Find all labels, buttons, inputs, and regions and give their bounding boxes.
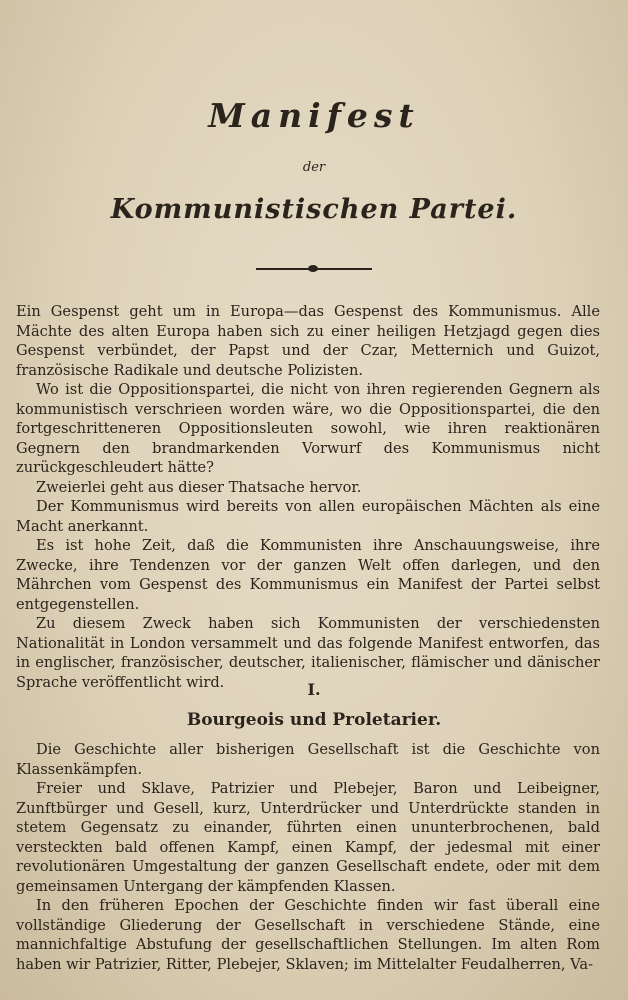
paragraph: In den früheren Epochen der Geschichte finden wir fast überall eine vollständige Gliederung der Gesellschaft in verschiedene Stände, eine mannichfaltige Abstufung der gesellschaftlichen Stellungen. Im alten Rom haben wir Patrizier, Ritter, Plebejer, Sklaven; im Mittelalter Feudalherren, Va-: [16, 897, 600, 973]
page-subtitle: Kommunistischen Partei.: [110, 194, 518, 225]
ornamental-rule-dot: [308, 265, 318, 272]
paragraph: Wo ist die Oppositionspartei, die nicht von ihren regierenden Gegnern als kommunistisch verschrieen worden wäre, wo die Oppositionspartei, die den fortgeschritteneren Oppositionsleuten sowohl, wie ihren reaktionären Gegnern den brandmarkenden Vorwurf des Kommunismus nicht zurückgeschleudert hätte?: [16, 381, 600, 476]
paragraph: Ein Gespenst geht um in Europa—das Gespenst des Kommunismus. Alle Mächte des alten Europa haben sich zu einer heiligen Hetzjagd gegen dies Gespenst verbündet, der Papst und der Czar, Metternich und Guizot, französische Radikale und deutsche Polizisten.: [16, 303, 600, 379]
paragraph: Es ist hohe Zeit, daß die Kommunisten ihre Anschauungsweise, ihre Zwecke, ihre Tendenzen vor der ganzen Welt offen darlegen, und den Mährchen vom Gespenst des Kommunismus ein Manifest der Partei selbst entgegenstellen.: [16, 537, 600, 613]
paragraph: Zweierlei geht aus dieser Thatsache hervor.: [36, 478, 362, 496]
section-text: [16, 740, 600, 974]
paragraph: Die Geschichte aller bisherigen Gesellschaft ist die Geschichte von Klassenkämpfen.: [16, 741, 600, 778]
paragraph: Zu diesem Zweck haben sich Kommunisten der verschiedensten Nationalität in London versammelt und das folgende Manifest entworfen, das in englischer, französischer, deutscher, italienischer, flämischer und dänischer Sprache veröffentlicht wird.: [16, 615, 600, 691]
paragraph: Freier und Sklave, Patrizier und Plebejer, Baron und Leibeigner, Zunftbürger und Gesell, kurz, Unterdrücker und Unterdrückte standen in stetem Gegensatz zu einander, führten einen ununterbrochenen, bald versteckten bald offenen Kampf, einen Kampf, der jedesmal mit einer revolutionären Umgestaltung der ganzen Gesellschaft endete, oder mit dem gemeinsamen Untergang der kämpfenden Klassen.: [16, 780, 600, 895]
title-connector: der: [302, 160, 326, 175]
section-number: I.: [307, 680, 321, 699]
section-title: Bourgeois und Proletarier.: [186, 710, 442, 730]
paragraph: Der Kommunismus wird bereits von allen europäischen Mächten als eine Macht anerkannt.: [16, 498, 600, 535]
page-title: Manifest: [208, 96, 420, 135]
intro-text: [16, 302, 600, 692]
